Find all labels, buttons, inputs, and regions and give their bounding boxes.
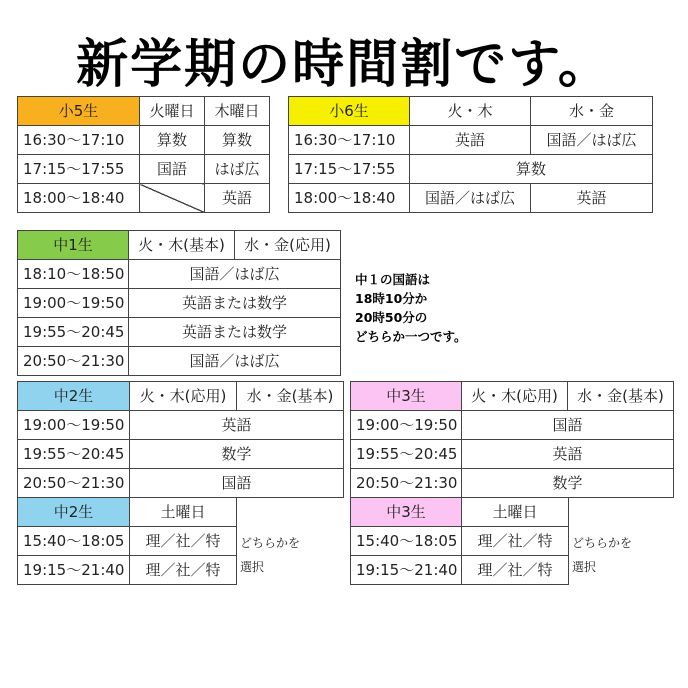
subject-cell: 国語 (462, 411, 674, 440)
time-cell: 20:50〜21:30 (18, 347, 129, 376)
note-line: 選択 (240, 560, 265, 574)
subject-cell: 英語 (130, 411, 344, 440)
note-line: 18時10分か (355, 291, 428, 306)
grade-header: 小5生 (18, 97, 140, 126)
subject-cell: 国語／はば広 (129, 260, 341, 289)
subject-cell: 数学 (130, 440, 344, 469)
day-header: 火・木(応用) (130, 382, 237, 411)
day-header: 火・木(応用) (462, 382, 568, 411)
timetable-chu3-saturday (350, 497, 676, 585)
subject-cell: 理／社／特 (130, 556, 237, 585)
time-cell: 19:15〜21:40 (18, 556, 130, 585)
day-header: 木曜日 (205, 97, 270, 126)
subject-cell: 国語 (140, 155, 205, 184)
time-cell: 19:00〜19:50 (18, 411, 130, 440)
timetable-sho6 (288, 96, 653, 213)
chu1-japanese-note (355, 270, 505, 346)
subject-cell: 国語／はば広 (531, 126, 653, 155)
subject-cell: はば広 (205, 155, 270, 184)
subject-cell: 算数 (205, 126, 270, 155)
note-line: 20時50分の (355, 310, 428, 325)
subject-cell: 英語 (462, 440, 674, 469)
time-cell: 19:55〜20:45 (18, 318, 129, 347)
timetable-sho5 (17, 96, 270, 213)
timetable-chu2 (17, 381, 344, 498)
subject-cell: 国語 (130, 469, 344, 498)
note-line: どちらかを (240, 536, 301, 550)
note-line: 選択 (572, 560, 597, 574)
timetable-chu2-saturday (17, 497, 343, 585)
day-header: 火曜日 (140, 97, 205, 126)
time-cell: 19:00〜19:50 (351, 411, 462, 440)
day-header: 水・金 (531, 97, 653, 126)
subject-cell: 理／社／特 (462, 527, 569, 556)
day-header: 水・金(応用) (235, 231, 341, 260)
subject-cell: 算数 (410, 155, 653, 184)
grade-header: 小6生 (289, 97, 410, 126)
time-cell: 15:40〜18:05 (18, 527, 130, 556)
time-cell: 19:55〜20:45 (18, 440, 130, 469)
subject-cell: 算数 (140, 126, 205, 155)
subject-cell: 数学 (462, 469, 674, 498)
time-cell: 15:40〜18:05 (351, 527, 462, 556)
choice-note (569, 498, 676, 585)
note-line: どちらかを (572, 536, 633, 550)
time-cell: 16:30〜17:10 (289, 126, 410, 155)
note-line: 中１の国語は (355, 272, 431, 287)
subject-cell: 国語／はば広 (410, 184, 531, 213)
subject-cell: 英語 (531, 184, 653, 213)
grade-header: 中1生 (18, 231, 129, 260)
day-header: 土曜日 (462, 498, 569, 527)
subject-cell: 英語 (205, 184, 270, 213)
subject-cell: 英語または数学 (129, 318, 341, 347)
grade-header: 中3生 (351, 382, 462, 411)
time-cell: 19:00〜19:50 (18, 289, 129, 318)
grade-header: 中2生 (18, 498, 130, 527)
subject-cell: 英語 (410, 126, 531, 155)
time-cell: 18:00〜18:40 (289, 184, 410, 213)
time-cell: 17:15〜17:55 (289, 155, 410, 184)
empty-slash-cell (140, 184, 205, 213)
grade-header: 中2生 (18, 382, 130, 411)
time-cell: 18:00〜18:40 (18, 184, 140, 213)
day-header: 土曜日 (130, 498, 237, 527)
timetable-chu3 (350, 381, 674, 498)
day-header: 火・木(基本) (129, 231, 235, 260)
time-cell: 16:30〜17:10 (18, 126, 140, 155)
day-header: 水・金(基本) (237, 382, 344, 411)
subject-cell: 理／社／特 (462, 556, 569, 585)
time-cell: 19:15〜21:40 (351, 556, 462, 585)
time-cell: 17:15〜17:55 (18, 155, 140, 184)
time-cell: 20:50〜21:30 (351, 469, 462, 498)
time-cell: 20:50〜21:30 (18, 469, 130, 498)
note-line: どちらか一つです。 (355, 329, 467, 344)
time-cell: 19:55〜20:45 (351, 440, 462, 469)
grade-header: 中3生 (351, 498, 462, 527)
time-cell: 18:10〜18:50 (18, 260, 129, 289)
page-title: 新学期の時間割です。 (76, 35, 612, 95)
subject-cell: 英語または数学 (129, 289, 341, 318)
choice-note (237, 498, 343, 585)
day-header: 水・金(基本) (568, 382, 674, 411)
day-header: 火・木 (410, 97, 531, 126)
subject-cell: 国語／はば広 (129, 347, 341, 376)
timetable-chu1 (17, 230, 341, 376)
subject-cell: 理／社／特 (130, 527, 237, 556)
